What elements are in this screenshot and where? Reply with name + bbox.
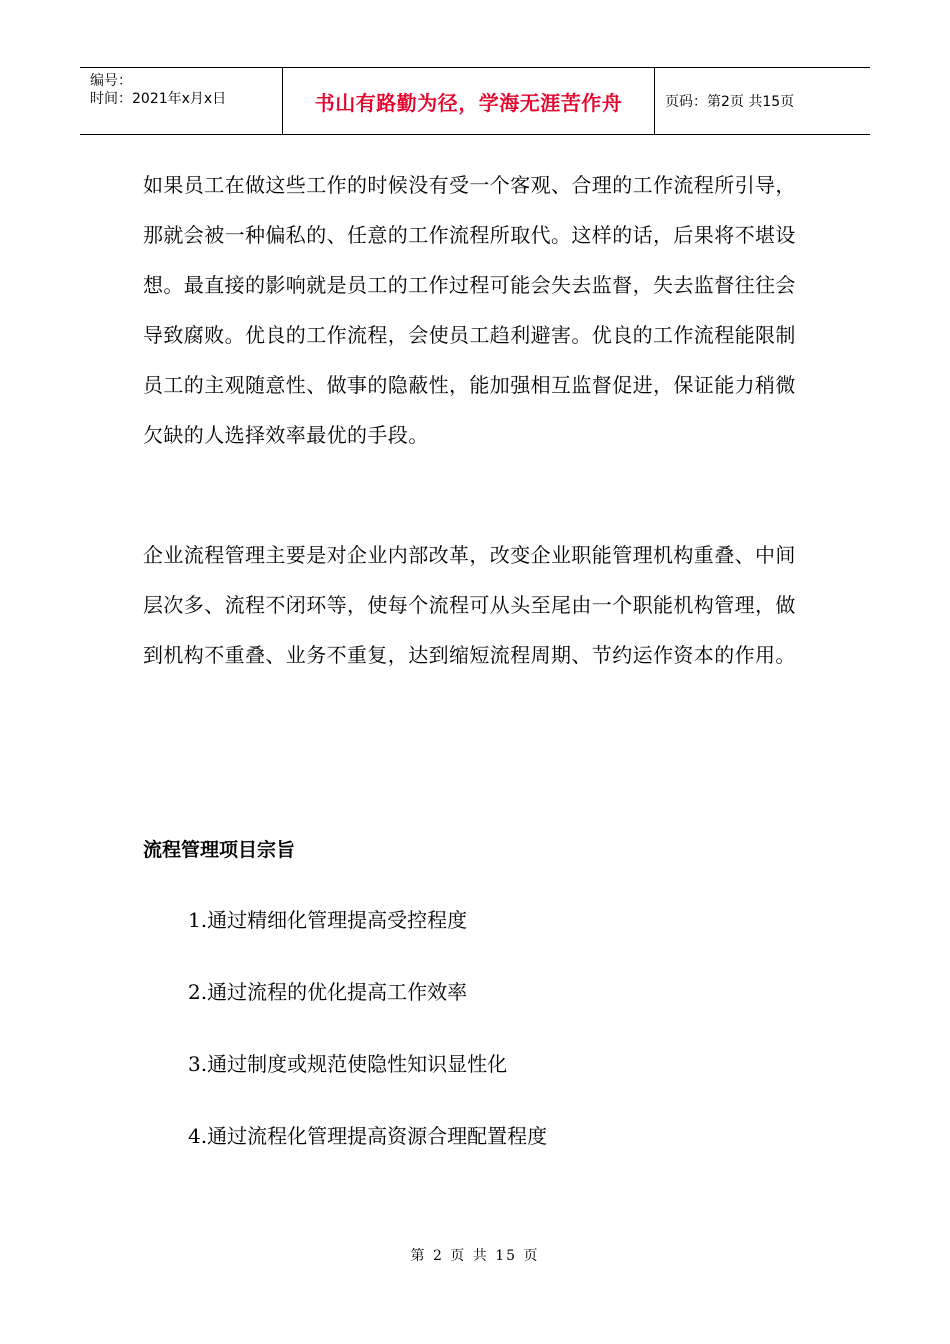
document-header <box>80 67 870 135</box>
header-page-cell <box>655 68 870 134</box>
body-paragraph-1: 如果员工在做这些工作的时候没有受一个客观、合理的工作流程所引导，那就会被一种偏私的、任意的工作流程所取代。这样的话，后果将不堪设想。最直接的影响就是员工的工作过程可能会失去监督，失去监督往往会导致腐败。优良的工作流程，会使员工趋利避害。优良的工作流程能限制员工的主观随意性、做事的隐蔽性，能加强相互监督促进，保证能力稍微欠缺的人选择效率最优的手段。 <box>143 173 796 447</box>
header-motto: 书山有路勤为径，学海无涯苦作舟 <box>314 90 623 115</box>
goal-item-2: 2.通过流程的优化提高工作效率 <box>188 980 468 1004</box>
goal-item-4: 4.通过流程化管理提高资源合理配置程度 <box>188 1124 548 1148</box>
document-time-label: 时间：2021年x月x日 <box>90 91 227 107</box>
footer-page-number: 第 2 页 共 15 页 <box>410 1248 540 1264</box>
header-page-info: 页码：第2页 共15页 <box>665 94 795 110</box>
body-paragraph-2: 企业流程管理主要是对企业内部改革，改变企业职能管理机构重叠、中间层次多、流程不闭环等，使每个流程可从头至尾由一个职能机构管理，做到机构不重叠、业务不重复，达到缩短流程周期、节约运作资本的作用。 <box>143 543 796 667</box>
header-motto-cell <box>283 68 655 134</box>
page-footer <box>0 1244 950 1268</box>
goal-item-1: 1.通过精细化管理提高受控程度 <box>188 908 468 932</box>
header-meta-cell <box>80 68 283 134</box>
goal-item-3: 3.通过制度或规范使隐性知识显性化 <box>188 1052 508 1076</box>
section-title: 流程管理项目宗旨 <box>143 839 296 861</box>
document-number-label: 编号： <box>90 73 132 89</box>
